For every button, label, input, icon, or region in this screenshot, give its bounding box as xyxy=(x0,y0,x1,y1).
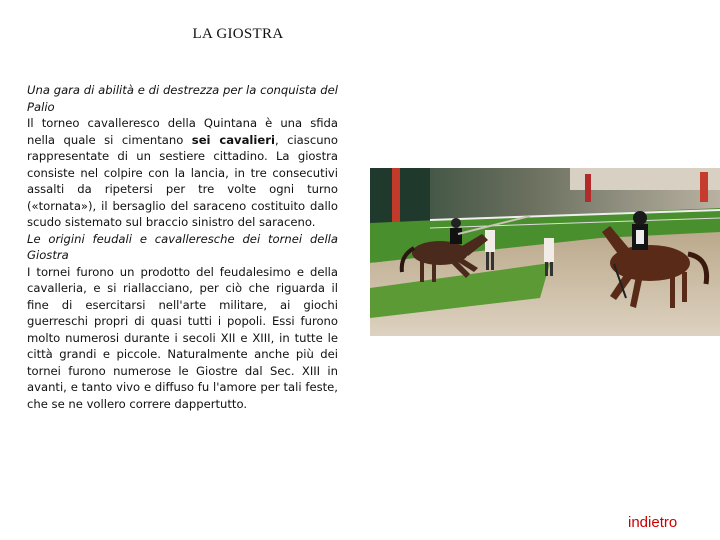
subtitle-palio: Una gara di abilità e di destrezza per la conquista del Palio xyxy=(27,83,338,114)
paragraph-tornei: I tornei furono un prodotto del feudalesimo e della cavalleria, e si riallacciano, per ciò che riguarda il fine di esercitarsi nell'arte militare, ai giochi guerreschi propri di quasi tutti i popoli. Essi furono molto numerosi durante i secoli XII e XIII, in tutte le città grandi e piccole. Naturalmente anche più dei tornei furono numerose le Giostre dal Sec. XIII in avanti, e tanto vivo e diffuso fu l'amore per tali feste, che se ne vollero correre dappertutto. xyxy=(27,264,338,411)
paragraph-quintana xyxy=(27,115,338,231)
back-link[interactable]: indietro xyxy=(628,514,678,531)
subtitle-origini: Le origini feudali e cavalleresche dei tornei della Giostra xyxy=(27,231,338,262)
joust-photo xyxy=(370,168,720,336)
page-title: LA GIOSTRA xyxy=(192,26,284,42)
article-body xyxy=(27,82,338,412)
highlight-sei-cavalieri: sei cavalieri xyxy=(191,132,275,147)
paragraph-quintana-text-b: , ciascuno rappresentate di un sestiere cittadino. La giostra consiste nel colpire con la lancia, in tre consecutivi assalti da ripetersi per tre volte ogni turno («tornata»), il bersaglio del saraceno costituito dallo scudo sistemato sul braccio sinistro del saraceno. xyxy=(27,132,338,229)
paragraph-quintana-text-a: Il torneo cavalleresco della Quintana è una sfida nella quale si cimentano xyxy=(27,116,338,147)
